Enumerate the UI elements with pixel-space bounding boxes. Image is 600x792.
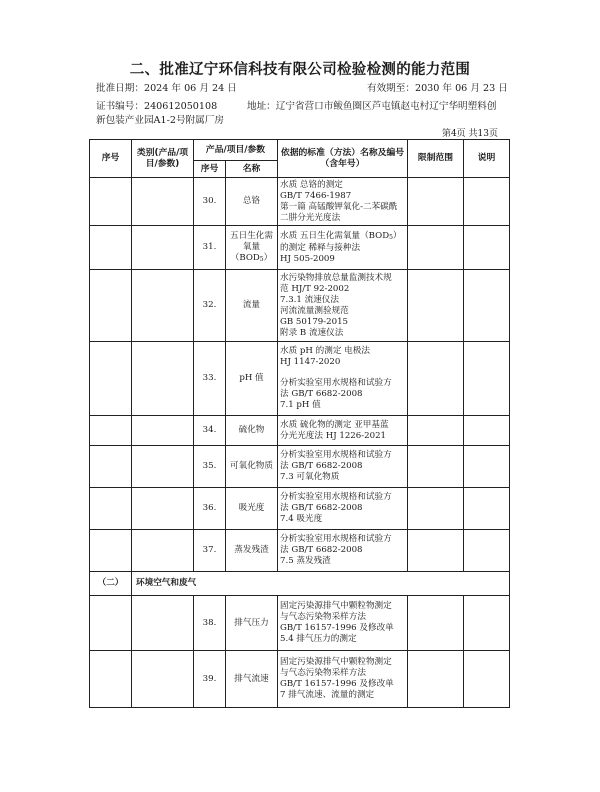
table-row	[90, 226, 510, 270]
standard-cell	[278, 226, 408, 270]
standard-line: GB 50179-2015	[280, 316, 349, 327]
item-name: pH 值	[226, 342, 278, 416]
category-cell	[132, 342, 194, 416]
limit-cell	[408, 530, 464, 572]
item-name: 总铬	[226, 178, 278, 226]
standard-line	[280, 231, 405, 243]
category-cell	[132, 596, 194, 651]
standard-cell	[278, 342, 408, 416]
note-cell	[464, 270, 510, 342]
item-number: 35.	[194, 446, 226, 488]
item-number: 32.	[194, 270, 226, 342]
item-name-line: 氧量	[242, 241, 261, 252]
standard-line: 7.1 pH 值	[280, 400, 321, 410]
item-name: 排气流速	[226, 651, 278, 708]
standard-line: 分析实验室用水规格和试验方	[280, 450, 392, 460]
seq-cell	[90, 446, 132, 488]
standard-line: HJ 505-2009	[280, 253, 335, 264]
standard-line: 法 GB/T 6682-2008	[280, 389, 363, 399]
limit-cell	[408, 596, 464, 651]
table-row	[90, 488, 510, 530]
standard-line: 水质 总铬的测定	[280, 179, 343, 190]
standard-line: GB/T 16157-1996 及修改单	[280, 679, 394, 689]
standard-line: 范 HJ/T 92-2002	[280, 283, 350, 294]
standard-line: 7 排气流速、流量的测定	[280, 690, 375, 700]
standard-cell	[278, 178, 408, 226]
standard-cell	[278, 446, 408, 488]
note-cell	[464, 226, 510, 270]
category-cell	[132, 178, 194, 226]
standard-line: 法 GB/T 6682-2008	[280, 545, 363, 555]
item-name: 可氧化物质	[226, 446, 278, 488]
standard-line: 二肼分光光度法	[280, 212, 341, 223]
category-cell	[132, 488, 194, 530]
header-product-group: 产品/项目/参数	[194, 140, 278, 161]
standard-text: ）	[392, 230, 402, 241]
standard-line: 固定污染源排气中颗粒物测定	[280, 601, 392, 611]
item-number: 30.	[194, 178, 226, 226]
item-number: 38.	[194, 596, 226, 651]
item-name	[226, 226, 278, 270]
item-number: 39.	[194, 651, 226, 708]
note-cell	[464, 488, 510, 530]
section-row	[90, 572, 510, 596]
document-title: 二、批准辽宁环信科技有限公司检验检测的能力范围	[129, 62, 471, 78]
standard-text: 水质 五日生化需氧量（BOD	[280, 230, 390, 241]
item-number: 37.	[194, 530, 226, 572]
item-name-line	[226, 253, 277, 265]
standard-line: 7.3 可氧化物质	[280, 472, 340, 482]
item-name: 蒸发残渣	[226, 530, 278, 572]
page-number: 第4页 共13页	[441, 129, 498, 139]
address-line-2: 新包装产业园A1-2号附属厂房	[96, 115, 224, 126]
standard-cell	[278, 488, 408, 530]
standard-cell	[278, 596, 408, 651]
limit-cell	[408, 651, 464, 708]
note-cell	[464, 596, 510, 651]
bod-close: ）	[263, 252, 273, 263]
standard-subscript: 5	[389, 233, 393, 241]
item-name: 流量	[226, 270, 278, 342]
seq-cell	[90, 226, 132, 270]
category-cell	[132, 446, 194, 488]
standard-line: 与气态污染物采样方法	[280, 612, 366, 622]
standard-line: 固定污染源排气中颗粒物测定	[280, 657, 392, 667]
standard-line: 分析实验室用水规格和试验方	[280, 378, 392, 388]
approval-date: 批准日期：2024 年 06 月 24 日	[96, 83, 237, 94]
category-cell	[132, 270, 194, 342]
item-name: 吸光度	[226, 488, 278, 530]
seq-cell	[90, 178, 132, 226]
standard-line: 水质 pH 的测定 电极法	[280, 346, 370, 356]
note-cell	[464, 342, 510, 416]
standard-line: HJ 1147-2020	[280, 357, 341, 367]
seq-cell	[90, 596, 132, 651]
table-row	[90, 530, 510, 572]
section-label: （二）	[90, 572, 132, 596]
standard-cell	[278, 416, 408, 446]
table-row	[90, 270, 510, 342]
seq-cell	[90, 416, 132, 446]
category-cell	[132, 226, 194, 270]
table-row	[90, 178, 510, 226]
note-cell	[464, 178, 510, 226]
standard-line: 7.5 蒸发残渣	[280, 556, 331, 566]
standard-line: 分光光度法 HJ 1226-2021	[280, 430, 387, 441]
header-sub-name: 名称	[226, 161, 278, 178]
standard-line: 与气态污染物采样方法	[280, 668, 366, 678]
item-number: 31.	[194, 226, 226, 270]
category-cell	[132, 651, 194, 708]
standard-cell	[278, 651, 408, 708]
table-row	[90, 596, 510, 651]
category-cell	[132, 416, 194, 446]
standard-line: 水质 硫化物的测定 亚甲基蓝	[280, 419, 389, 430]
bod-subscript: 5	[259, 255, 264, 263]
note-cell	[464, 446, 510, 488]
standard-line: 7.3.1 流速仪法	[280, 294, 339, 305]
standard-cell	[278, 270, 408, 342]
address-line-1: 地址：辽宁省营口市鲅鱼圈区芦屯镇赵屯村辽宁华明塑料创	[247, 101, 497, 112]
standard-line: 法 GB/T 6682-2008	[280, 503, 363, 513]
table-row	[90, 342, 510, 416]
standard-spacer	[280, 368, 405, 378]
item-number: 34.	[194, 416, 226, 446]
table-row	[90, 416, 510, 446]
seq-cell	[90, 651, 132, 708]
limit-cell	[408, 270, 464, 342]
section-title: 环境空气和废气	[132, 572, 510, 596]
note-cell	[464, 530, 510, 572]
standard-line: 法 GB/T 6682-2008	[280, 461, 363, 471]
table-row	[90, 446, 510, 488]
standard-line: 的测定 稀释与接种法	[280, 242, 361, 253]
standard-line: GB/T 16157-1996 及修改单	[280, 623, 394, 633]
item-name-line: 五日生化需	[230, 230, 273, 241]
header-category: 类别(产品/项目/参数)	[132, 140, 194, 178]
header-note: 说明	[464, 140, 510, 178]
limit-cell	[408, 446, 464, 488]
note-cell	[464, 651, 510, 708]
standard-line: 水污染物排放总量监测技术规	[280, 272, 392, 283]
seq-cell	[90, 530, 132, 572]
seq-cell	[90, 342, 132, 416]
standard-line: 附录 B 流速仪法	[280, 327, 344, 338]
standard-line: 7.4 吸光度	[280, 514, 323, 524]
table-row	[90, 651, 510, 708]
item-number: 36.	[194, 488, 226, 530]
valid-until: 有效期至：2030 年 06 月 23 日	[367, 83, 508, 94]
limit-cell	[408, 178, 464, 226]
standard-line: 河流流量测验规范	[280, 305, 349, 316]
limit-cell	[408, 488, 464, 530]
limit-cell	[408, 342, 464, 416]
header-sub-seq: 序号	[194, 161, 226, 178]
limit-cell	[408, 226, 464, 270]
standard-line: 第一篇 高锰酸钾氧化-二苯碳酰	[280, 201, 398, 212]
capability-table	[89, 139, 510, 708]
note-cell	[464, 416, 510, 446]
standard-line: 5.4 排气压力的测定	[280, 634, 357, 644]
standard-cell	[278, 530, 408, 572]
category-cell	[132, 530, 194, 572]
certificate-number: 证书编号：240612050108	[96, 101, 218, 112]
item-number: 33.	[194, 342, 226, 416]
item-name: 硫化物	[226, 416, 278, 446]
header-seq: 序号	[90, 140, 132, 178]
item-name: 排气压力	[226, 596, 278, 651]
header-standard: 依据的标准（方法）名称及编号（含年号）	[278, 140, 408, 178]
limit-cell	[408, 416, 464, 446]
standard-line: 分析实验室用水规格和试验方	[280, 492, 392, 502]
seq-cell	[90, 488, 132, 530]
header-limit: 限制范围	[408, 140, 464, 178]
seq-cell	[90, 270, 132, 342]
standard-line: GB/T 7466-1987	[280, 190, 352, 201]
standard-line: 分析实验室用水规格和试验方	[280, 534, 392, 544]
bod-text: （BOD	[230, 252, 260, 263]
